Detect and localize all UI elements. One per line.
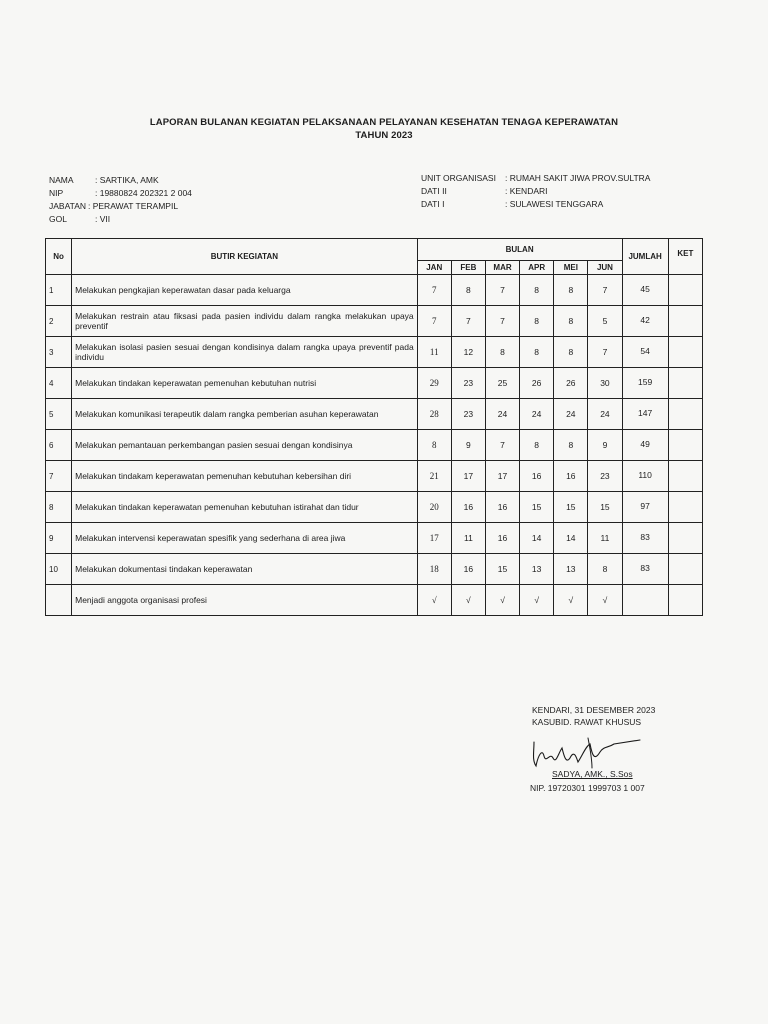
row-total: 42 (622, 306, 668, 337)
month-value: 23 (451, 368, 485, 399)
signature-position: KASUBID. RAWAT KHUSUS (532, 717, 642, 727)
month-value: 24 (554, 399, 588, 430)
month-value: 7 (485, 275, 519, 306)
row-total (622, 585, 668, 616)
info-value: : KENDARI (505, 186, 548, 196)
info-label: NIP (49, 188, 64, 198)
month-value: 7 (417, 306, 451, 337)
row-remark (668, 306, 702, 337)
month-value: 8 (520, 306, 554, 337)
row-number: 9 (46, 523, 72, 554)
report-title: LAPORAN BULANAN KEGIATAN PELAKSANAAN PELAYANAN KESEHATAN TENAGA KEPERAWATAN (149, 117, 619, 128)
month-value: 26 (520, 368, 554, 399)
row-number: 10 (46, 554, 72, 585)
row-number (46, 585, 72, 616)
month-value: 16 (520, 461, 554, 492)
header-month: JUN (588, 261, 622, 275)
month-value: 11 (417, 337, 451, 368)
info-label: GOL (49, 214, 67, 224)
row-remark (668, 399, 702, 430)
activity-table (45, 238, 703, 616)
signatory-name: SADYA, AMK., S.Sos (552, 769, 633, 779)
row-remark (668, 275, 702, 306)
month-value: 8 (588, 554, 622, 585)
month-value: 8 (417, 430, 451, 461)
row-number: 1 (46, 275, 72, 306)
info-row-gol (49, 213, 192, 226)
month-value: 26 (554, 368, 588, 399)
info-row-nama (49, 174, 192, 187)
row-remark (668, 523, 702, 554)
row-activity: Melakukan restrain atau fiksasi pada pasien individu dalam rangka melakukan upaya preventif (72, 306, 418, 337)
info-row-jabatan (49, 200, 192, 213)
month-value: 29 (417, 368, 451, 399)
month-value: 9 (588, 430, 622, 461)
employee-info (49, 174, 192, 226)
info-label: DATI II (421, 186, 447, 196)
row-activity: Melakukan tindakan keperawatan pemenuhan kebutuhan istirahat dan tidur (72, 492, 418, 523)
row-activity: Menjadi anggota organisasi profesi (72, 585, 418, 616)
table-row (46, 306, 703, 337)
month-value: 7 (417, 275, 451, 306)
info-value: : PERAWAT TERAMPIL (88, 201, 179, 211)
table-row (46, 554, 703, 585)
row-total: 147 (622, 399, 668, 430)
month-value: 8 (554, 275, 588, 306)
month-value: 8 (520, 430, 554, 461)
info-row-dati-ii (421, 185, 650, 198)
row-number: 8 (46, 492, 72, 523)
row-number: 6 (46, 430, 72, 461)
row-number: 3 (46, 337, 72, 368)
row-number: 2 (46, 306, 72, 337)
header-bulan: BULAN (417, 239, 622, 261)
info-row-dati-i (421, 198, 650, 211)
month-value: 5 (588, 306, 622, 337)
table-row (46, 585, 703, 616)
info-value: : 19880824 202321 2 004 (95, 188, 192, 198)
month-value: 18 (417, 554, 451, 585)
month-value: 16 (485, 492, 519, 523)
month-value: 17 (451, 461, 485, 492)
table-row (46, 523, 703, 554)
month-value: 7 (588, 275, 622, 306)
month-value: 15 (520, 492, 554, 523)
info-row-nip (49, 187, 192, 200)
month-value: 7 (485, 430, 519, 461)
month-value: 16 (451, 554, 485, 585)
month-value: 8 (554, 337, 588, 368)
info-label: JABATAN (49, 201, 86, 211)
row-activity: Melakukan pengkajian keperawatan dasar pada keluarga (72, 275, 418, 306)
table-row (46, 399, 703, 430)
month-value: √ (451, 585, 485, 616)
info-label: UNIT ORGANISASI (421, 173, 496, 183)
month-value: 24 (520, 399, 554, 430)
month-value: 16 (554, 461, 588, 492)
month-value: 17 (485, 461, 519, 492)
month-value: 14 (520, 523, 554, 554)
header-month: FEB (451, 261, 485, 275)
month-value: 8 (485, 337, 519, 368)
row-number: 5 (46, 399, 72, 430)
month-value: 7 (485, 306, 519, 337)
row-activity: Melakukan tindakam keperawatan pemenuhan kebutuhan kebersihan diri (72, 461, 418, 492)
month-value: 8 (520, 337, 554, 368)
table-row (46, 492, 703, 523)
month-value: 30 (588, 368, 622, 399)
table-row (46, 430, 703, 461)
month-value: 8 (520, 275, 554, 306)
handwritten-signature (528, 734, 648, 774)
month-value: 15 (588, 492, 622, 523)
info-label: DATI I (421, 199, 445, 209)
month-value: 9 (451, 430, 485, 461)
header-no: No (46, 239, 72, 275)
info-value: : VII (95, 214, 111, 224)
month-value: 24 (588, 399, 622, 430)
info-value: : SARTIKA, AMK (95, 175, 159, 185)
row-activity: Melakukan isolasi pasien sesuai dengan kondisinya dalam rangka upaya preventif pada individu (72, 337, 418, 368)
signature-place-date: KENDARI, 31 DESEMBER 2023 (532, 705, 656, 715)
header-butir-kegiatan: BUTIR KEGIATAN (72, 239, 418, 275)
month-value: √ (485, 585, 519, 616)
month-value: √ (554, 585, 588, 616)
info-value: : RUMAH SAKIT JIWA PROV.SULTRA (505, 173, 651, 183)
month-value: 8 (554, 430, 588, 461)
header-month: APR (520, 261, 554, 275)
table-row (46, 275, 703, 306)
month-value: 17 (417, 523, 451, 554)
row-activity: Melakukan tindakan keperawatan pemenuhan kebutuhan nutrisi (72, 368, 418, 399)
row-total: 97 (622, 492, 668, 523)
row-activity: Melakukan dokumentasi tindakan keperawatan (72, 554, 418, 585)
month-value: 12 (451, 337, 485, 368)
header-month: MAR (485, 261, 519, 275)
row-remark (668, 461, 702, 492)
month-value: 8 (554, 306, 588, 337)
month-value: 14 (554, 523, 588, 554)
month-value: 15 (554, 492, 588, 523)
row-remark (668, 430, 702, 461)
row-total: 49 (622, 430, 668, 461)
signatory-nip: NIP. 19720301 1999703 1 007 (530, 783, 645, 793)
month-value: 20 (417, 492, 451, 523)
month-value: 15 (485, 554, 519, 585)
row-total: 83 (622, 523, 668, 554)
row-activity: Melakukan intervensi keperawatan spesifik yang sederhana di area jiwa (72, 523, 418, 554)
month-value: 23 (588, 461, 622, 492)
row-remark (668, 368, 702, 399)
row-total: 159 (622, 368, 668, 399)
info-value: : SULAWESI TENGGARA (505, 199, 604, 209)
month-value: √ (520, 585, 554, 616)
header-jumlah: JUMLAH (622, 239, 668, 275)
row-activity: Melakukan pemantauan perkembangan pasien sesuai dengan kondisinya (72, 430, 418, 461)
unit-info (421, 172, 650, 211)
month-value: 13 (554, 554, 588, 585)
row-number: 4 (46, 368, 72, 399)
month-value: 28 (417, 399, 451, 430)
month-value: 8 (451, 275, 485, 306)
header-month: MEI (554, 261, 588, 275)
month-value: 25 (485, 368, 519, 399)
info-row-unit (421, 172, 650, 185)
month-value: √ (417, 585, 451, 616)
month-value: 13 (520, 554, 554, 585)
signature-block (530, 704, 656, 793)
month-value: 21 (417, 461, 451, 492)
month-value: 7 (588, 337, 622, 368)
row-total: 54 (622, 337, 668, 368)
month-value: 23 (451, 399, 485, 430)
month-value: 11 (588, 523, 622, 554)
month-value: √ (588, 585, 622, 616)
table-row (46, 337, 703, 368)
header-month: JAN (417, 261, 451, 275)
report-year: TAHUN 2023 (355, 130, 413, 141)
table-row (46, 461, 703, 492)
row-remark (668, 554, 702, 585)
row-remark (668, 585, 702, 616)
header-ket: KET (668, 239, 702, 275)
row-remark (668, 337, 702, 368)
month-value: 7 (451, 306, 485, 337)
month-value: 11 (451, 523, 485, 554)
month-value: 24 (485, 399, 519, 430)
table-row (46, 368, 703, 399)
row-total: 110 (622, 461, 668, 492)
month-value: 16 (485, 523, 519, 554)
info-label: NAMA (49, 175, 74, 185)
row-remark (668, 492, 702, 523)
row-total: 83 (622, 554, 668, 585)
row-number: 7 (46, 461, 72, 492)
month-value: 16 (451, 492, 485, 523)
row-activity: Melakukan komunikasi terapeutik dalam rangka pemberian asuhan keperawatan (72, 399, 418, 430)
row-total: 45 (622, 275, 668, 306)
